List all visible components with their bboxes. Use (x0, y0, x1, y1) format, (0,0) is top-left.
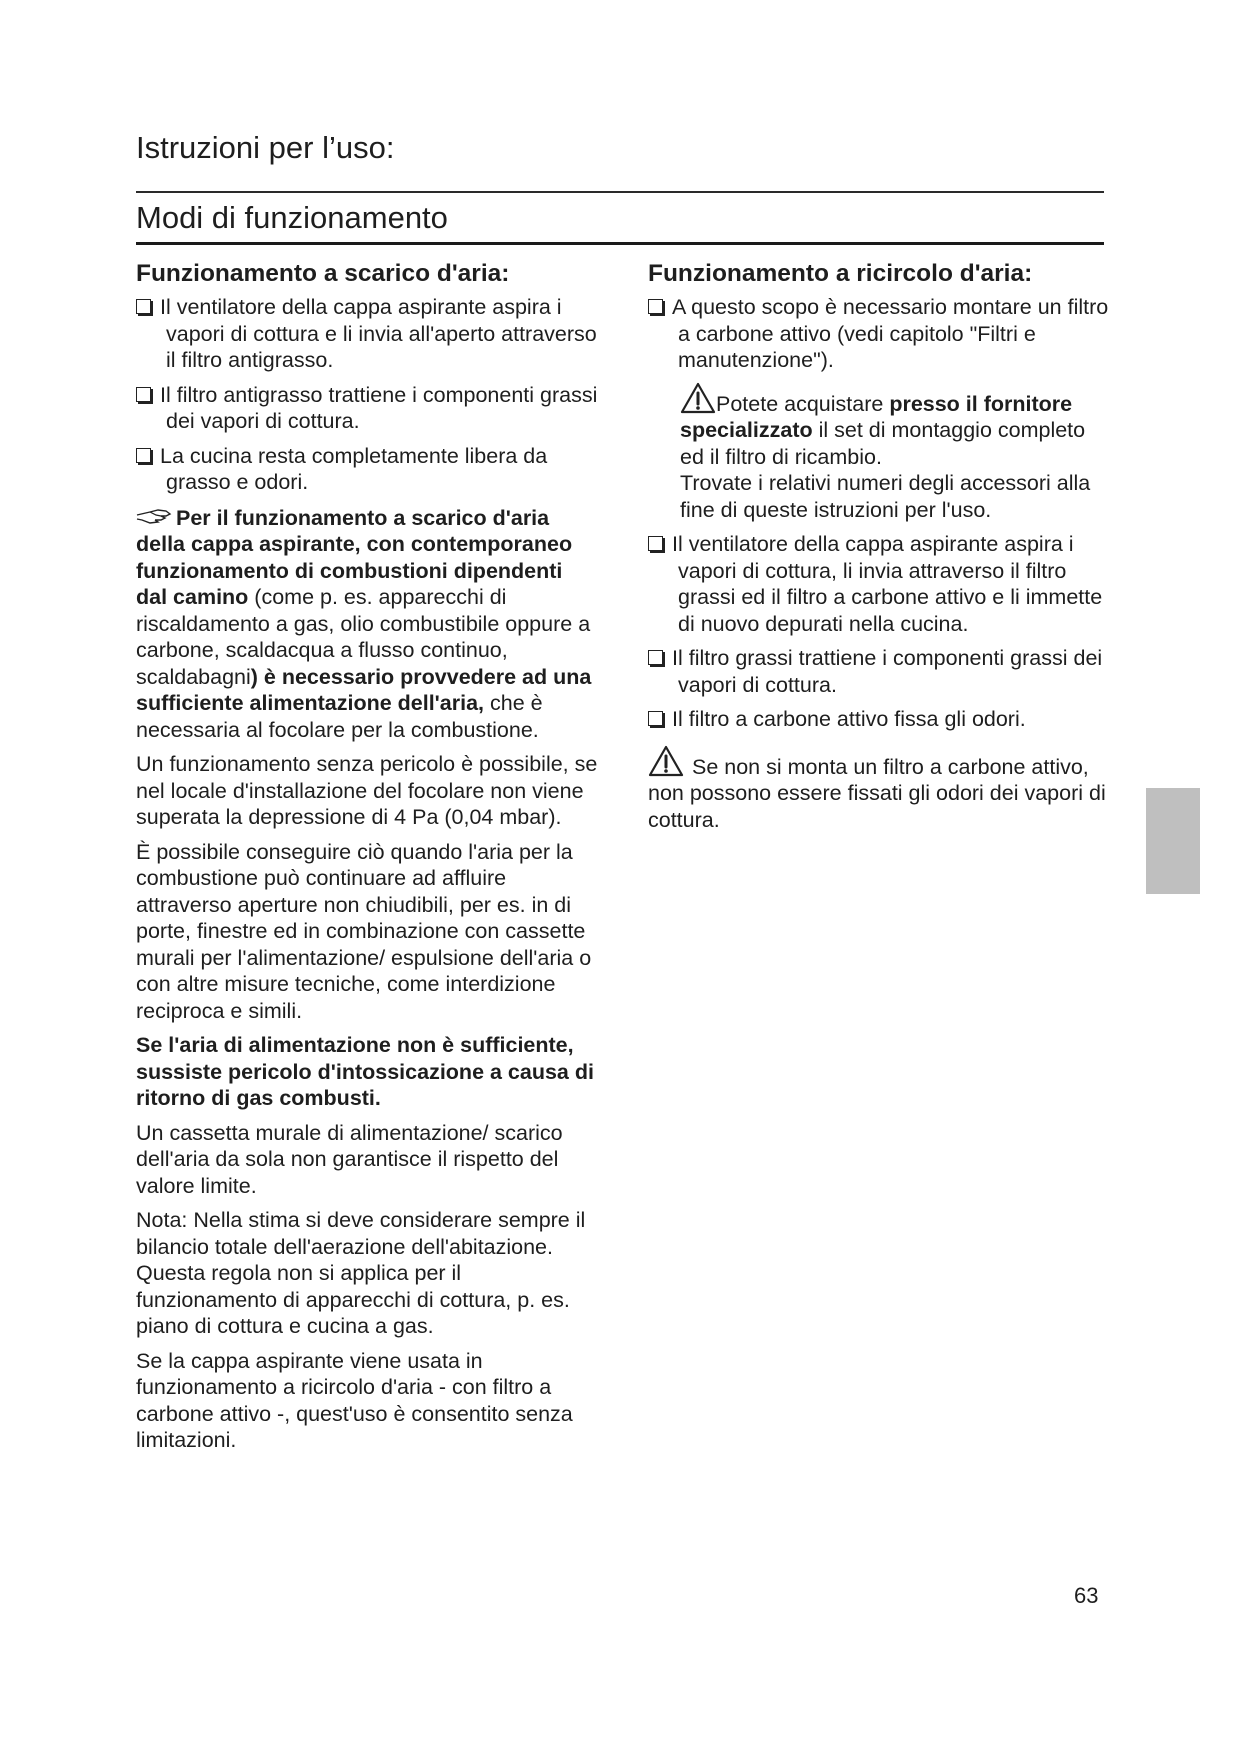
exhaust-mode-heading: Funzionamento a scarico d'aria: (136, 260, 510, 287)
paragraph: Nota: Nella stima si deve considerare sempre il bilancio totale dell'aerazione dell'abitazione. Questa regola non si applica per il funzionamento di apparecchi di cottura, p. es. piano di cottura e cucina a gas. (136, 1208, 586, 1338)
list-item: La cucina resta completamente libera da grasso e odori. (136, 443, 598, 496)
paragraph: Un funzionamento senza pericolo è possibile, se nel locale d'installazione del focolare non viene superata la depressione di 4 Pa (0,04 mbar). (136, 752, 598, 829)
section-divider (136, 242, 1104, 245)
paragraph: È possibile conseguire ciò quando l'aria per la combustione può continuare ad affluire attraverso aperture non chiudibili, per es. in di porte, finestre ed in combinazione con cassette murali per l'alimentazione/ espulsione dell'aria o con altre misure tecniche, come interdizione reciproca e simili. (136, 839, 592, 1023)
checkbox-bullet-icon (648, 711, 663, 726)
checkbox-bullet-icon (136, 448, 151, 463)
list-item: Il filtro grassi trattiene i componenti grassi dei vapori di cottura. (648, 645, 1110, 698)
danger-notice: Se l'aria di alimentazione non è sufficiente, sussiste pericolo d'intossicazione a causa di ritorno di gas combusti. (136, 1033, 594, 1110)
checkbox-bullet-icon (136, 299, 151, 314)
list-item: Il filtro antigrasso trattiene i componenti grassi dei vapori di cottura. (136, 382, 598, 435)
list-item: A questo scopo è necessario montare un filtro a carbone attivo (vedi capitolo "Filtri e manutenzione"). (648, 294, 1110, 374)
warning-icon (648, 745, 684, 777)
checkbox-bullet-icon (648, 299, 663, 314)
checkbox-bullet-icon (648, 650, 663, 665)
document-header-title: Istruzioni per l’uso: (136, 130, 395, 165)
header-divider (136, 191, 1104, 193)
accessory-note: Potete acquistare presso il fornitore specializzato il set di montaggio completo ed il filtro di ricambio. Trovate i relativi numeri degli accessori alla fine di queste istruzioni per l'uso. (648, 382, 1110, 524)
paragraph: Se la cappa aspirante viene usata in funzionamento a ricircolo d'aria - con filtro a carbone attivo -, quest'uso è consentito senza limitazioni. (136, 1348, 573, 1452)
list-item: Il ventilatore della cappa aspirante aspira i vapori di cottura e li invia all'aperto attraverso il filtro antigrasso. (136, 294, 598, 374)
paragraph: Un cassetta murale di alimentazione/ scarico dell'aria da sola non garantisce il rispetto del valore limite. (136, 1120, 563, 1198)
warning-notice: Se non si monta un filtro a carbone attivo, non possono essere fissati gli odori dei vapori di cottura. (648, 745, 1110, 834)
list-item: Il ventilatore della cappa aspirante aspira i vapori di cottura, li invia attraverso il filtro grassi ed il filtro a carbone attivo e li immette di nuovo depurati nella cucina. (648, 531, 1110, 637)
warning-icon (680, 382, 716, 414)
section-title: Modi di funzionamento (136, 200, 448, 235)
important-notice: Per il funzionamento a scarico d'aria della cappa aspirante, con contemporaneo funzionamento di combustioni dipendenti dal camino (come p. es. apparecchi di riscaldamento a gas, olio combustibile oppure a carbone, scaldacqua a flusso continuo, scaldabagni) è necessario provvedere ad una sufficiente alimentazione dell'aria, che è necessaria al focolare per la combustione. (136, 505, 592, 742)
list-item: Il filtro a carbone attivo fissa gli odori. (648, 706, 1110, 733)
recirculation-mode-heading: Funzionamento a ricircolo d'aria: (648, 260, 1033, 287)
left-column (136, 258, 598, 1462)
checkbox-bullet-icon (136, 387, 151, 402)
pointing-hand-icon (136, 504, 172, 520)
page-number: 63 (1074, 1583, 1099, 1608)
checkbox-bullet-icon (648, 536, 663, 551)
right-column (648, 258, 1110, 841)
chapter-thumb-tab (1146, 788, 1200, 894)
